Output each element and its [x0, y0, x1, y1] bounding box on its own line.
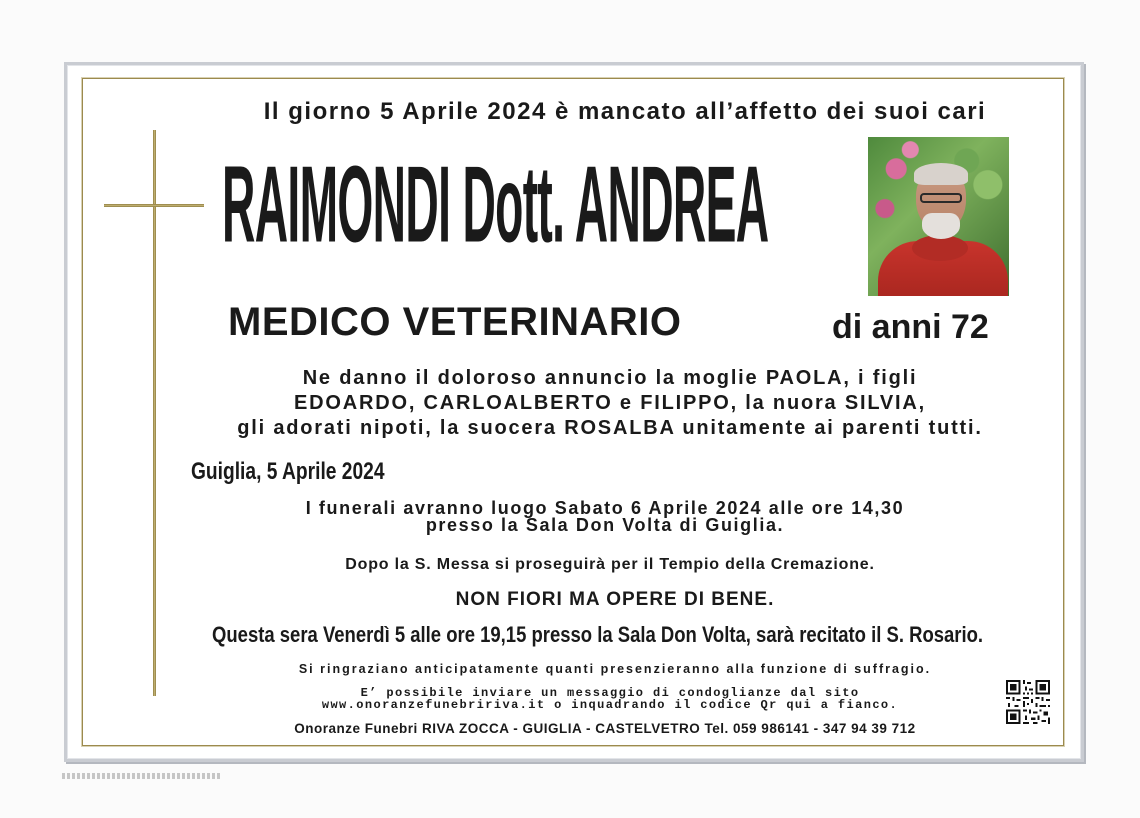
qr-code-icon[interactable] [1006, 680, 1050, 724]
thanks-line: Si ringraziano anticipatamente quanti presenzieranno alla funzione di suffragio. [298, 662, 932, 676]
cross-horizontal-bar [104, 204, 204, 207]
intro-line: Il giorno 5 Aprile 2024 è mancato all’affetto dei suoi cari [263, 98, 987, 125]
no-flowers-request: NON FIORI MA OPERE DI BENE. [455, 589, 775, 610]
announcement-line: gli adorati nipoti, la suocera ROSALBA unitamente ai parenti tutti. [237, 417, 983, 439]
condolence-line: E’ possibile inviare un messaggio di condoglianze dal sito [360, 686, 860, 700]
age: di anni 72 [832, 308, 989, 346]
announcement [160, 366, 1060, 441]
announcement-line: EDOARDO, CARLOALBERTO e FILIPPO, la nuora SILVIA, [294, 392, 926, 414]
condolence-info [240, 687, 980, 711]
cross-vertical-bar [153, 130, 156, 696]
photo-beard [922, 213, 960, 239]
rosary-info: Questa sera Venerdì 5 alle ore 19,15 presso la Sala Don Volta, sarà recitato il S. Rosario. [212, 622, 984, 647]
place-date: Guiglia, 5 Aprile 2024 [191, 458, 385, 485]
photo-glasses [920, 193, 962, 203]
funeral-info [190, 500, 1020, 534]
funeral-line: I funerali avranno luogo Sabato 6 Aprile 2024 alle ore 14,30 [305, 498, 905, 518]
scan-artifact [62, 773, 222, 779]
portrait-photo [868, 137, 1009, 296]
condolence-line: www.onoranzefunebririva.it o inquadrando il codice Qr qui a fianco. [321, 698, 899, 712]
profession: MEDICO VETERINARIO [228, 300, 682, 344]
deceased-name-text: RAIMONDI Dott. ANDREA [222, 143, 769, 265]
funeral-home-footer: Onoranze Funebri RIVA ZOCCA - GUIGLIA - CASTELVETRO Tel. 059 986141 - 347 94 39 712 [294, 721, 916, 736]
mass-info: Dopo la S. Messa si proseguirà per il Tempio della Cremazione. [345, 556, 875, 573]
photo-hair [914, 163, 968, 185]
announcement-line: Ne danno il doloroso annuncio la moglie PAOLA, i figli [302, 367, 918, 389]
funeral-line: presso la Sala Don Volta di Guiglia. [425, 515, 785, 535]
deceased-name [222, 143, 769, 265]
